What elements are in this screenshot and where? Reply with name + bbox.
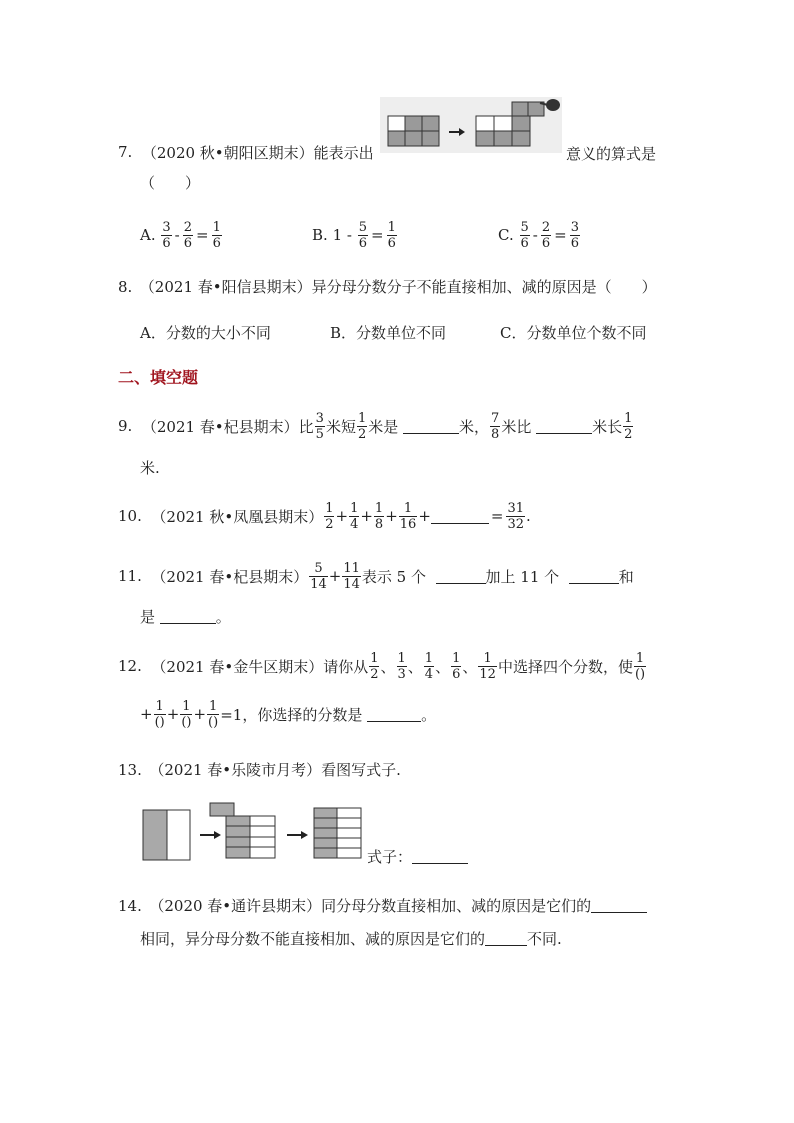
q13-stem: 13. （2021 春•乐陵市月考）看图写式子. <box>118 761 401 779</box>
fraction: 1 2 <box>357 410 367 442</box>
fraction: $\frac{1}{8}$ <box>374 500 384 532</box>
answer-blank[interactable] <box>367 707 421 722</box>
fraction-blank[interactable]: 1 () <box>154 698 165 730</box>
answer-blank[interactable] <box>412 849 468 864</box>
q12-line2: + 1 () + 1 () + 1 () =1，你选择的分数是 。 <box>140 698 437 730</box>
answer-blank[interactable] <box>436 569 486 584</box>
fraction: $\frac{11}{14}$ <box>343 560 360 592</box>
fraction: $\frac{1}{6}$ <box>212 219 221 251</box>
q14-line2: 相同，异分母分数不能直接相加、减的原因是它们的 不同. <box>140 929 562 948</box>
q7-option-a[interactable]: A. 3 6 - $\frac{2}{6}$ = $\frac{1}{6}$ <box>140 219 221 251</box>
q7-option-c[interactable]: C. 5 6 - $\frac{2}{6}$ = $\frac{3}{6}$ <box>498 219 579 251</box>
fraction-blank[interactable]: 1 () <box>181 698 192 730</box>
answer-blank[interactable] <box>536 419 592 434</box>
fraction: $\frac{1}{6}$ <box>387 219 396 251</box>
fraction: 7 8 <box>491 410 500 442</box>
q8-option-a[interactable]: A．分数的大小不同 <box>140 324 271 342</box>
q7-stem: 7. （2020 秋•朝阳区期末）能表示出 <box>118 143 374 162</box>
answer-blank[interactable] <box>591 898 647 913</box>
q10-stem: 10. （2021 秋•凤凰县期末） 1 2 + $\frac{1}{4}$ + $\frac{1}{8}$ + $\frac{1}{16}$ + = $\frac{31}{32}$ . <box>118 500 531 532</box>
arrow-icon <box>200 831 221 839</box>
answer-blank[interactable] <box>431 509 489 524</box>
fraction: $\frac{2}{6}$ <box>183 219 193 251</box>
q12-stem: 12. （2021 春•金牛区期末）请你从 1 2 、 1 3 、 1 4 、 1 6 、 1 12 中选择四个分数，使 1 () <box>118 650 646 682</box>
q11-stem: 11. （2021 春•杞县期末） 5 14 + $\frac{11}{14}$ 表示 5 个 加上 11 个 和 <box>118 560 634 592</box>
q13-figure <box>142 801 372 863</box>
fraction: 1 2 <box>370 650 379 682</box>
fraction: $\frac{1}{16}$ <box>399 500 417 532</box>
q7-paren: （ ） <box>140 174 201 192</box>
fraction: $\frac{1}{4}$ <box>350 500 359 532</box>
fraction: 5 6 <box>520 219 529 251</box>
q9-stem: 9. （2021 春•杞县期末）比 3 5 米短 1 2 米是 米， 7 8 米比 米长 1 2 <box>118 410 633 442</box>
q8-option-c[interactable]: C．分数单位个数不同 <box>500 324 647 342</box>
answer-blank[interactable] <box>403 419 459 434</box>
arrow-icon <box>287 831 308 839</box>
q7-figure <box>380 97 564 153</box>
q8-stem: 8. （2021 春•阳信县期末）异分母分数分子不能直接相加、减的原因是（ ） <box>118 278 657 296</box>
fraction: 3 5 <box>315 410 324 442</box>
fraction: $\frac{3}{6}$ <box>570 219 579 251</box>
fraction: 5 14 <box>310 560 327 592</box>
fraction: 1 4 <box>424 650 434 682</box>
q9-line2: 米. <box>140 459 160 477</box>
answer-blank[interactable] <box>485 931 527 946</box>
answer-blank[interactable] <box>569 569 619 584</box>
fraction-blank[interactable]: 1 () <box>634 650 646 682</box>
fraction: 1 2 <box>325 500 334 532</box>
fraction: 1 12 <box>479 650 496 682</box>
fraction: 1 3 <box>397 650 406 682</box>
fraction-blank[interactable]: 1 () <box>208 698 219 730</box>
fraction: 1 2 <box>624 410 633 442</box>
fraction: 1 6 <box>452 650 461 682</box>
q7-option-b[interactable]: B. 1 - $\frac{5}{6}$ = $\frac{1}{6}$ <box>312 219 396 251</box>
fraction: $\frac{5}{6}$ <box>358 219 368 251</box>
q7-stem-tail: 意义的算式是 <box>566 145 657 163</box>
fraction: 3 6 <box>162 219 171 251</box>
section-heading: 二、填空题 <box>118 368 199 387</box>
q11-line2: 是 。 <box>140 607 231 626</box>
q14-line1: 14. （2020 春•通许县期末）同分母分数直接相加、减的原因是它们的 <box>118 893 647 917</box>
fraction: $\frac{2}{6}$ <box>541 219 551 251</box>
fraction: $\frac{31}{32}$ <box>507 500 525 532</box>
answer-blank[interactable] <box>160 609 216 624</box>
q8-option-b[interactable]: B．分数单位不同 <box>330 324 447 342</box>
q13-answer: 式子： <box>367 844 468 868</box>
